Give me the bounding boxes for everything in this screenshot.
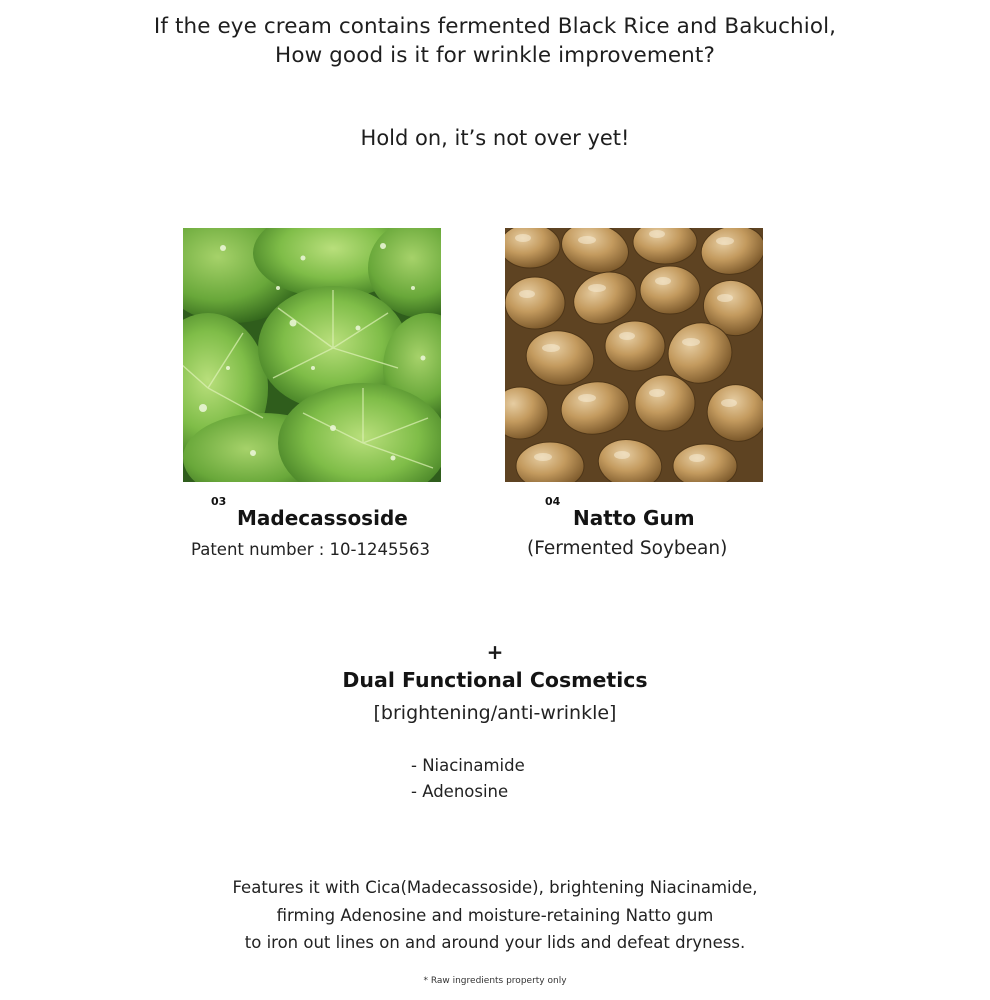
ingredient-number: 04: [545, 495, 561, 508]
footnote: * Raw ingredients property only: [423, 976, 567, 986]
ingredient-name: Madecassoside: [237, 506, 408, 530]
centella-leaves-photo: [183, 228, 441, 482]
ingredient-name: Natto Gum: [573, 506, 695, 530]
headline-line-2: How good is it for wrinkle improvement?: [275, 43, 715, 68]
ingredient-description: (Fermented Soybean): [527, 538, 728, 559]
ingredient-number: 03: [211, 495, 227, 508]
features-line: firming Adenosine and moisture-retaining Natto gum: [276, 905, 714, 925]
list-item: - Adenosine: [411, 782, 509, 801]
headline-line-1: If the eye cream contains fermented Black Rice and Bakuchiol,: [153, 14, 837, 39]
dual-functional-title: Dual Functional Cosmetics: [342, 668, 648, 692]
natto-beans-photo: [505, 228, 763, 482]
subheading: Hold on, it’s not over yet!: [360, 126, 630, 150]
plus-sign: +: [486, 640, 504, 664]
active-ingredient-list: [411, 753, 525, 805]
features-description: [0, 874, 990, 957]
list-item: - Niacinamide: [411, 756, 525, 775]
features-line: to iron out lines on and around your lids and defeat dryness.: [244, 933, 746, 952]
features-line: Features it with Cica(Madecassoside), brightening Niacinamide,: [232, 878, 758, 897]
dual-functional-subtitle: [brightening/anti-wrinkle]: [373, 702, 617, 724]
headline: [0, 12, 990, 70]
patent-number: Patent number : 10-1245563: [191, 540, 430, 559]
